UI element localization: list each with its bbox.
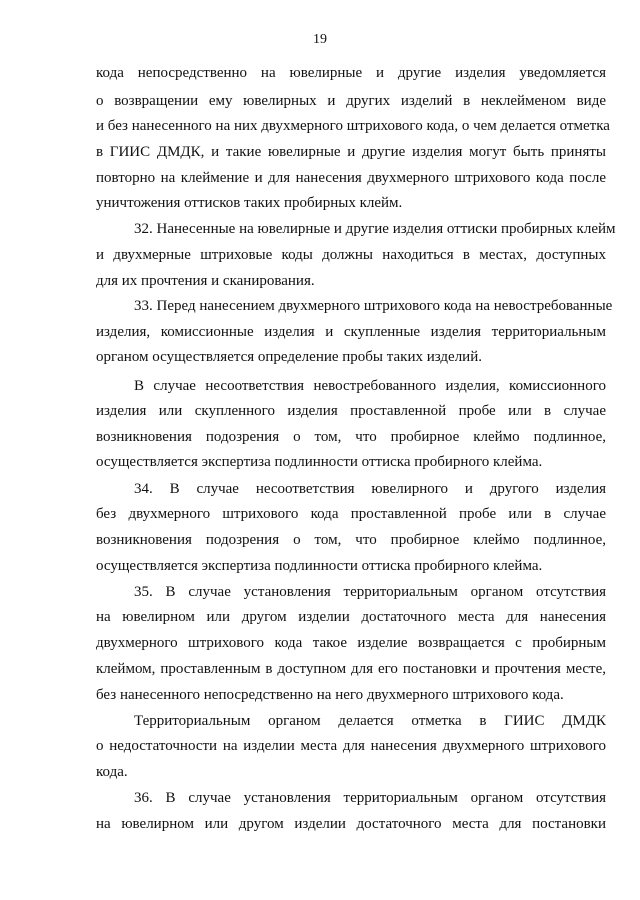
text-line: без нанесенного непосредственно на него двухмерного штрихового кода. xyxy=(96,687,564,703)
text-line: клеймом, проставленным в доступном для его постановки и прочтения месте, xyxy=(96,661,606,677)
text-line: и без нанесенного на них двухмерного штрихового кода, о чем делается отметка xyxy=(96,118,610,134)
text-line: и двухмерные штриховые коды должны находиться в местах, доступных xyxy=(96,247,606,263)
text-line: о возвращении ему ювелирных и других изделий в неклейменом виде xyxy=(96,93,606,109)
text-line: уничтожения оттисков таких пробирных клейм. xyxy=(96,195,403,211)
text-line: 32. Нанесенные на ювелирные и другие изделия оттиски пробирных клейм xyxy=(134,221,616,237)
text-line: Территориальным органом делается отметка в ГИИС ДМДК xyxy=(134,713,606,729)
text-line: о недостаточности на изделии места для нанесения двухмерного штрихового xyxy=(96,738,606,754)
text-line: возникновения подозрения о том, что пробирное клеймо подлинное, xyxy=(96,532,606,548)
text-line: изделия, комиссионные изделия и скупленные изделия территориальным xyxy=(96,324,606,340)
text-line: на ювелирном или другом изделии достаточного места для нанесения xyxy=(96,609,606,625)
text-line: 34. В случае несоответствия ювелирного и другого изделия xyxy=(134,481,606,497)
text-line: кода. xyxy=(96,764,128,780)
text-line: изделия или скупленного изделия проставленной пробе или в случае xyxy=(96,403,606,419)
text-line: В случае несоответствия невостребованного изделия, комиссионного xyxy=(134,378,606,394)
text-line: 36. В случае установления территориальным органом отсутствия xyxy=(134,790,606,806)
text-line: возникновения подозрения о том, что пробирное клеймо подлинное, xyxy=(96,429,606,445)
text-line: двухмерного штрихового кода такое изделие возвращается с пробирным xyxy=(96,635,606,651)
text-line: в ГИИС ДМДК, и такие ювелирные и другие изделия могут быть приняты xyxy=(96,144,606,160)
text-line: для их прочтения и сканирования. xyxy=(96,273,315,289)
page-number: 19 xyxy=(313,32,327,47)
text-line: осуществляется экспертиза подлинности оттиска пробирного клейма. xyxy=(96,454,543,470)
text-line: 35. В случае установления территориальным органом отсутствия xyxy=(134,584,606,600)
text-line: повторно на клеймение и для нанесения двухмерного штрихового кода после xyxy=(96,170,606,186)
text-line: кода непосредственно на ювелирные и другие изделия уведомляется xyxy=(96,65,606,81)
text-line: без двухмерного штрихового кода проставленной пробе или в случае xyxy=(96,506,606,522)
text-line: органом осуществляется определение пробы таких изделий. xyxy=(96,349,482,365)
text-line: на ювелирном или другом изделии достаточного места для постановки xyxy=(96,816,606,832)
text-line: осуществляется экспертиза подлинности оттиска пробирного клейма. xyxy=(96,558,543,574)
text-line: 33. Перед нанесением двухмерного штрихового кода на невостребованные xyxy=(134,298,613,314)
